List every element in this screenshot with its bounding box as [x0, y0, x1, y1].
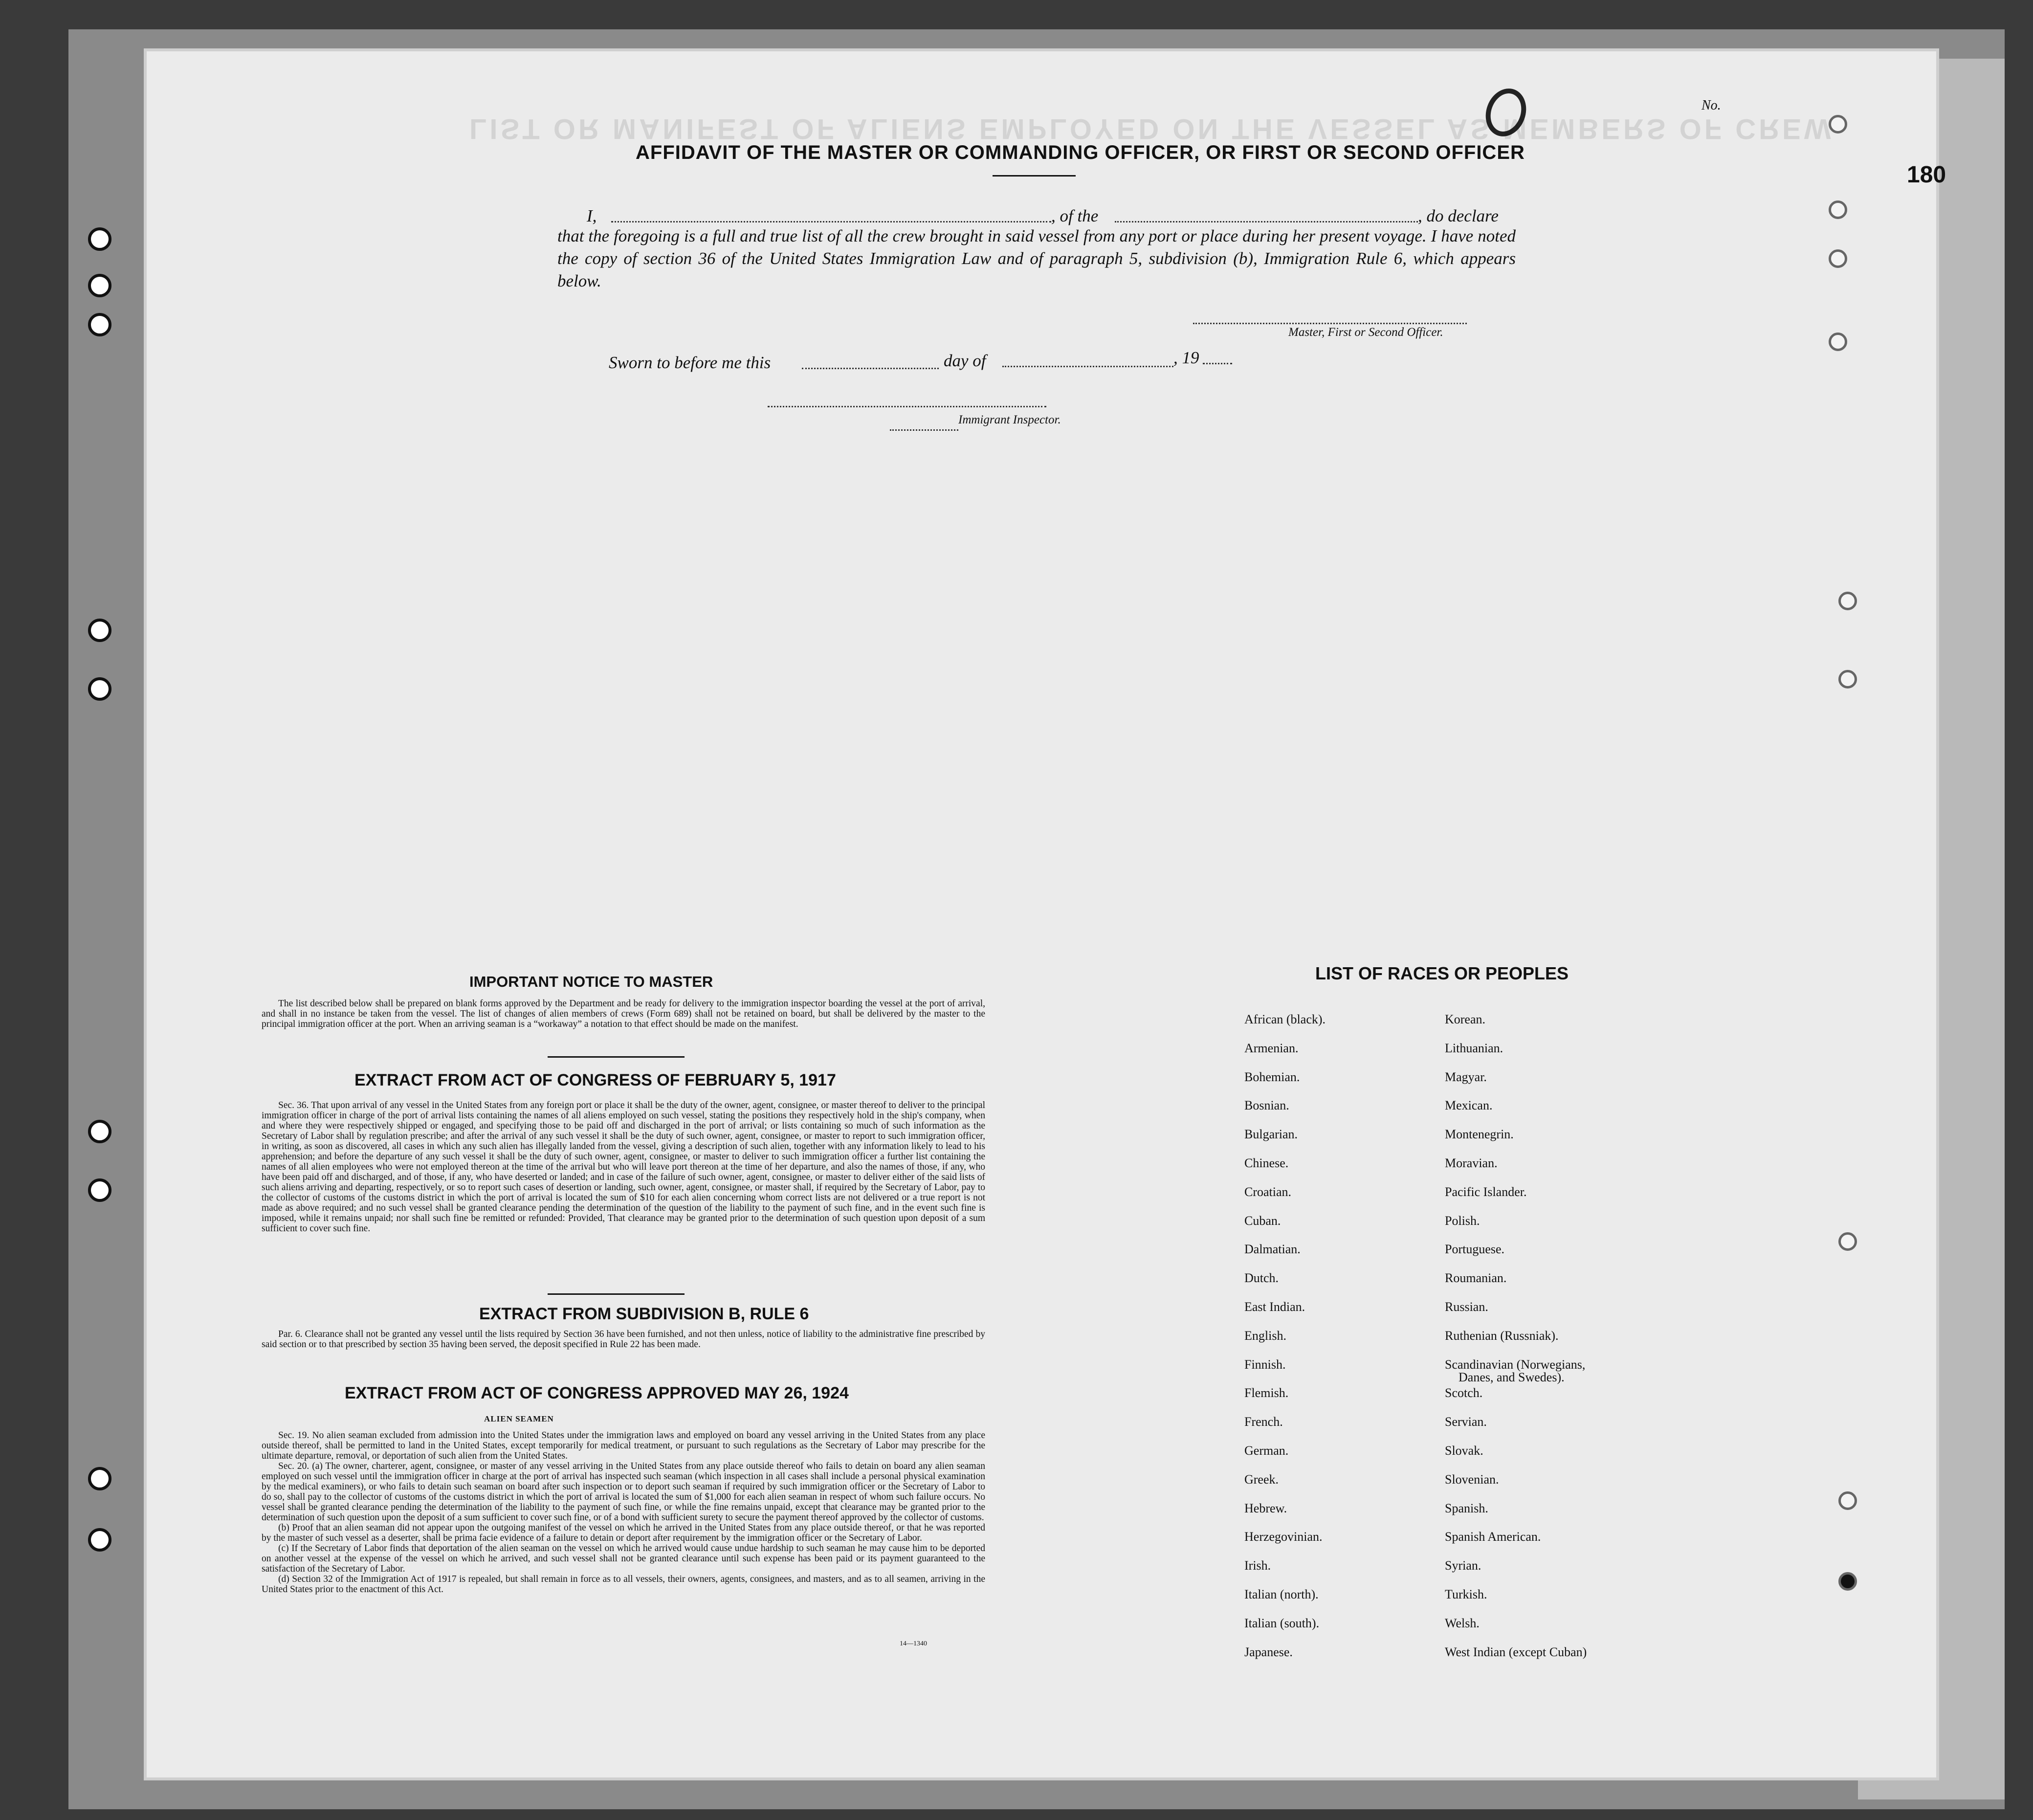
race-item: Greek.: [1244, 1472, 1279, 1487]
race-item: Portuguese.: [1445, 1242, 1505, 1257]
notice-text: [262, 999, 985, 1029]
race-item: Servian.: [1445, 1415, 1487, 1429]
race-item: Korean.: [1445, 1012, 1486, 1026]
inspector-label: Immigrant Inspector.: [958, 413, 1061, 426]
binder-hole: [88, 1178, 111, 1202]
day-of-label: day of: [944, 351, 986, 370]
race-item: Turkish.: [1445, 1587, 1487, 1601]
race-item: Croatian.: [1244, 1184, 1292, 1199]
race-item: Armenian.: [1244, 1041, 1299, 1055]
section-divider: [548, 1293, 685, 1295]
race-item: Pacific Islander.: [1445, 1184, 1527, 1199]
race-item: Scotch.: [1445, 1386, 1483, 1400]
race-item: Spanish American.: [1445, 1530, 1541, 1544]
race-item: Chinese.: [1244, 1155, 1289, 1170]
race-item: Magyar.: [1445, 1069, 1487, 1084]
notice-title: IMPORTANT NOTICE TO MASTER: [469, 973, 713, 990]
race-item: Irish.: [1244, 1558, 1271, 1573]
of-the-label: , of the: [1051, 206, 1099, 225]
page-hole: [1829, 333, 1847, 351]
race-item-line: Danes, and Swedes).: [1458, 1370, 1565, 1384]
races-left-column: [1244, 1013, 1326, 1674]
binder-hole: [88, 1528, 111, 1552]
races-right-column: [1445, 1013, 1587, 1674]
race-item: African (black).: [1244, 1012, 1326, 1026]
extract-rule6-title: EXTRACT FROM SUBDIVISION B, RULE 6: [479, 1305, 809, 1323]
vessel-field-line: [1115, 221, 1418, 222]
races-title: LIST OF RACES OR PEOPLES: [1315, 963, 1569, 983]
race-item: Italian (north).: [1244, 1587, 1319, 1601]
sworn-day-line: [802, 368, 939, 369]
section-divider: [548, 1056, 685, 1058]
name-field-line: [611, 221, 1051, 222]
race-item: Dutch.: [1244, 1271, 1279, 1286]
inspector-signature-line: [768, 406, 1046, 407]
race-item-line: Scandinavian (Norwegians,: [1445, 1357, 1586, 1372]
declaration-text: that the foregoing is a full and true list of all the crew brought in said vessel from any port or place during her present voyage. I have noted the copy of section 36 of the United States Immigration Law and of paragraph 5, subdivision (b), Immigration Rule 6, which appears below.: [557, 226, 1516, 290]
extract-1917-paragraph: Sec. 36. That upon arrival of any vessel in the United States from any foreign port or place it shall be the duty of the owner, agent, consignee, or master thereof to deliver to the principal immigration officer in charge of the port of arrival lists containing the names of all aliens employed on such vessel, stating the positions they respectively hold in the ship's company, when and where they were respectively shipped or engaged, and specifying those to be paid off and discharged in the port of arrival; or lists containing so much of such information as the Secretary of Labor shall by regulation prescribe; and after the arrival of any such vessel it shall be the duty of such owner, agent, consignee, or master to report to such immigration officer, in writing, as soon as discovered, all cases in which any such alien has illegally landed from the vessel, giving a description of such alien, together with any information likely to lead to his apprehension; and before the departure of any such vessel it shall be the duty of such owner, agent, consignee, or master to deliver to such immigration officer a further list containing the names of all alien employees who were not employed thereon at the time of the arrival but who will leave port thereon at the time of her departure, and also the names of those, if any, who have been paid off and discharged, and of those, if any, who have deserted or landed; and in case of the failure of such owner, agent, consignee, or master to deliver either of the said lists of such aliens arriving and departing, respectively, or so to report such cases of desertion or landing, such owner, agent, consignee, or master shall, if required by the Secretary of Labor, pay to the collector of customs of the customs district in which the port of arrival is located the sum of $10 for each alien concerning whom correct lists are not delivered or a true report is not made as above required; and no such vessel shall be granted clearance pending the determination of the question of the liability to the payment of such fine, and in the event such fine is imposed, while it remains unpaid; nor shall such fine be remitted or refunded: Provided, That clearance may be granted prior to the determination of such question upon deposit of a sum sufficient to cover such fine.: [262, 1100, 985, 1234]
race-item: Slovenian.: [1445, 1472, 1499, 1487]
notice-paragraph: The list described below shall be prepared on blank forms approved by the Department and be ready for delivery to the immigration inspector boarding the vessel at the port of arrival, and shall in no instance be taken from the vessel. The list of changes of alien members of crews (Form 689) shall not be retained on board, but shall be delivered by the master to the principal immigration officer at the port. When an arriving seaman is a “workaway” a notation to that effect should be made on the manifest.: [262, 999, 985, 1029]
binder-hole: [88, 313, 111, 336]
race-item: [1445, 1358, 1587, 1387]
extract-1924-title: EXTRACT FROM ACT OF CONGRESS APPROVED MAY 26, 1924: [345, 1384, 849, 1402]
page-hole: [1838, 592, 1857, 610]
race-item: Dalmatian.: [1244, 1242, 1301, 1257]
race-item: Italian (south).: [1244, 1616, 1320, 1630]
page-number: 180: [1907, 162, 1946, 188]
race-item: Roumanian.: [1445, 1271, 1507, 1286]
binder-hole: [88, 274, 111, 297]
race-item: Japanese.: [1244, 1644, 1293, 1659]
master-signature-line: [1193, 323, 1467, 324]
binder-hole: [88, 1467, 111, 1490]
extract-1924-paragraph: (d) Section 32 of the Immigration Act of 1917 is repealed, but shall remain in force as to all vessels, their owners, agents, consignees, and masters, and as to all seamen, arriving in the United States prior to the enactment of this Act.: [262, 1574, 985, 1595]
race-item: East Indian.: [1244, 1299, 1305, 1314]
race-item: Bosnian.: [1244, 1098, 1289, 1113]
extract-rule6-text: [262, 1329, 985, 1350]
sworn-label: Sworn to before me this: [609, 353, 771, 372]
i-label: I,: [587, 206, 597, 225]
extract-1924-text: [262, 1430, 985, 1595]
race-item: Slovak.: [1445, 1443, 1483, 1458]
race-item: Lithuanian.: [1445, 1041, 1503, 1055]
race-item: Polish.: [1445, 1213, 1480, 1228]
race-item: English.: [1244, 1328, 1286, 1343]
race-item: Mexican.: [1445, 1098, 1493, 1113]
race-item: Moravian.: [1445, 1155, 1498, 1170]
page-hole: [1829, 249, 1847, 268]
race-item: Finnish.: [1244, 1357, 1286, 1372]
affidavit-title: AFFIDAVIT OF THE MASTER OR COMMANDING OFFICER, OR FIRST OR SECOND OFFICER: [636, 142, 1525, 163]
race-item: Ruthenian (Russniak).: [1445, 1328, 1559, 1343]
race-item: Bulgarian.: [1244, 1127, 1298, 1142]
extract-1924-paragraph: Sec. 20. (a) The owner, charterer, agent, consignee, or master of any vessel arriving in the United States from any place outside thereof who fails to detain on board any alien seaman employed on such vessel until the immigration officer in charge at the port of arrival has inspected such seaman (which inspection in all cases shall include a personal physical examination by the medical examiners), or who fails to detain such seaman on board after such inspection or to deport such seaman if required by such immigration officer or the Secretary of Labor to do so, shall pay to the collector of customs of the customs district in which the port of arrival is located the sum of $1,000 for each alien seaman in respect of whom such failure occurs. No vessel shall be granted clearance pending the determination of the liability to the payment of such fine, or while the fine remains unpaid, except that clearance may be granted prior to the determination of such question upon the deposit of a sum sufficient to cover such fine, or of a bond with sufficient surety to secure the payment thereof approved by the collector of customs.: [262, 1461, 985, 1523]
extract-1924-paragraph: (b) Proof that an alien seaman did not appear upon the outgoing manifest of the vessel on which he arrived in the United States from any place outside thereof, or that he was reported by the master of such vessel as a deserter, shall be prima facie evidence of a failure to detain or deport after requirement by the immigration officer or the Secretary of Labor.: [262, 1523, 985, 1543]
master-signature-label: Master, First or Second Officer.: [1288, 326, 1443, 339]
race-item: Welsh.: [1445, 1616, 1480, 1630]
alien-seamen-subtitle: ALIEN SEAMEN: [484, 1414, 554, 1423]
binder-hole: [88, 619, 111, 642]
extract-rule6-paragraph: Par. 6. Clearance shall not be granted any vessel until the lists required by Section 36 have been furnished, and not then unless, notice of liability to the administrative fine prescribed by said section or to that prescribed by section 35 having been served, the deposit specified in Rule 22 has been made.: [262, 1329, 985, 1350]
page-hole: [1838, 1572, 1857, 1591]
binder-hole: [88, 227, 111, 251]
year-label: , 19: [1173, 348, 1199, 367]
inspector-short-line: [890, 429, 958, 431]
race-item: Russian.: [1445, 1299, 1488, 1314]
extract-1924-paragraph: Sec. 19. No alien seaman excluded from admission into the United States under the immigration laws and employed on board any vessel arriving in the United States from any place outside thereof, shall be permitted to land in the United States, except temporarily for medical treatment, or pursuant to such regulations as the Secretary of Labor may prescribe for the ultimate departure, removal, or deportation of such alien from the United States.: [262, 1430, 985, 1461]
race-item: Montenegrin.: [1445, 1127, 1514, 1142]
race-item: German.: [1244, 1443, 1289, 1458]
extract-1917-title: EXTRACT FROM ACT OF CONGRESS OF FEBRUARY 5, 1917: [354, 1071, 836, 1089]
form-number: 14—1340: [900, 1640, 927, 1647]
sworn-month-line: [1002, 366, 1173, 367]
page-hole: [1838, 1491, 1857, 1510]
binder-hole: [88, 1120, 111, 1143]
race-item: Bohemian.: [1244, 1069, 1300, 1084]
sworn-year-line: [1203, 363, 1232, 364]
extract-1917-text: [262, 1100, 985, 1234]
extract-1924-paragraph: (c) If the Secretary of Labor finds that deportation of the alien seaman on the vessel on which he arrived would cause undue hardship to such seaman he may cause him to be deported on another vessel at the expense of the vessel on which he arrived, and such vessel shall not be granted clearance until such expense has been paid or its payment guaranteed to the satisfaction of the Secretary of Labor.: [262, 1543, 985, 1574]
race-item: Cuban.: [1244, 1213, 1281, 1228]
race-item: French.: [1244, 1415, 1283, 1429]
manifest-number-label: No.: [1702, 98, 1721, 113]
faded-bleedthrough-title: LIST OR MANIFEST OF ALIENS EMPLOYED ON THE VESSEL AS MEMBERS OF CREW: [469, 113, 1834, 145]
page-hole: [1838, 670, 1857, 688]
binder-hole: [88, 677, 111, 701]
race-item: Spanish.: [1445, 1501, 1488, 1515]
race-item: Herzegovinian.: [1244, 1530, 1323, 1544]
page-hole: [1829, 200, 1847, 219]
race-item: West Indian (except Cuban): [1445, 1644, 1587, 1659]
race-item: Syrian.: [1445, 1558, 1481, 1573]
title-divider: [993, 175, 1076, 177]
race-item: Flemish.: [1244, 1386, 1289, 1400]
do-declare-label: , do declare: [1418, 206, 1499, 225]
race-item: Hebrew.: [1244, 1501, 1287, 1515]
page-hole: [1838, 1232, 1857, 1251]
